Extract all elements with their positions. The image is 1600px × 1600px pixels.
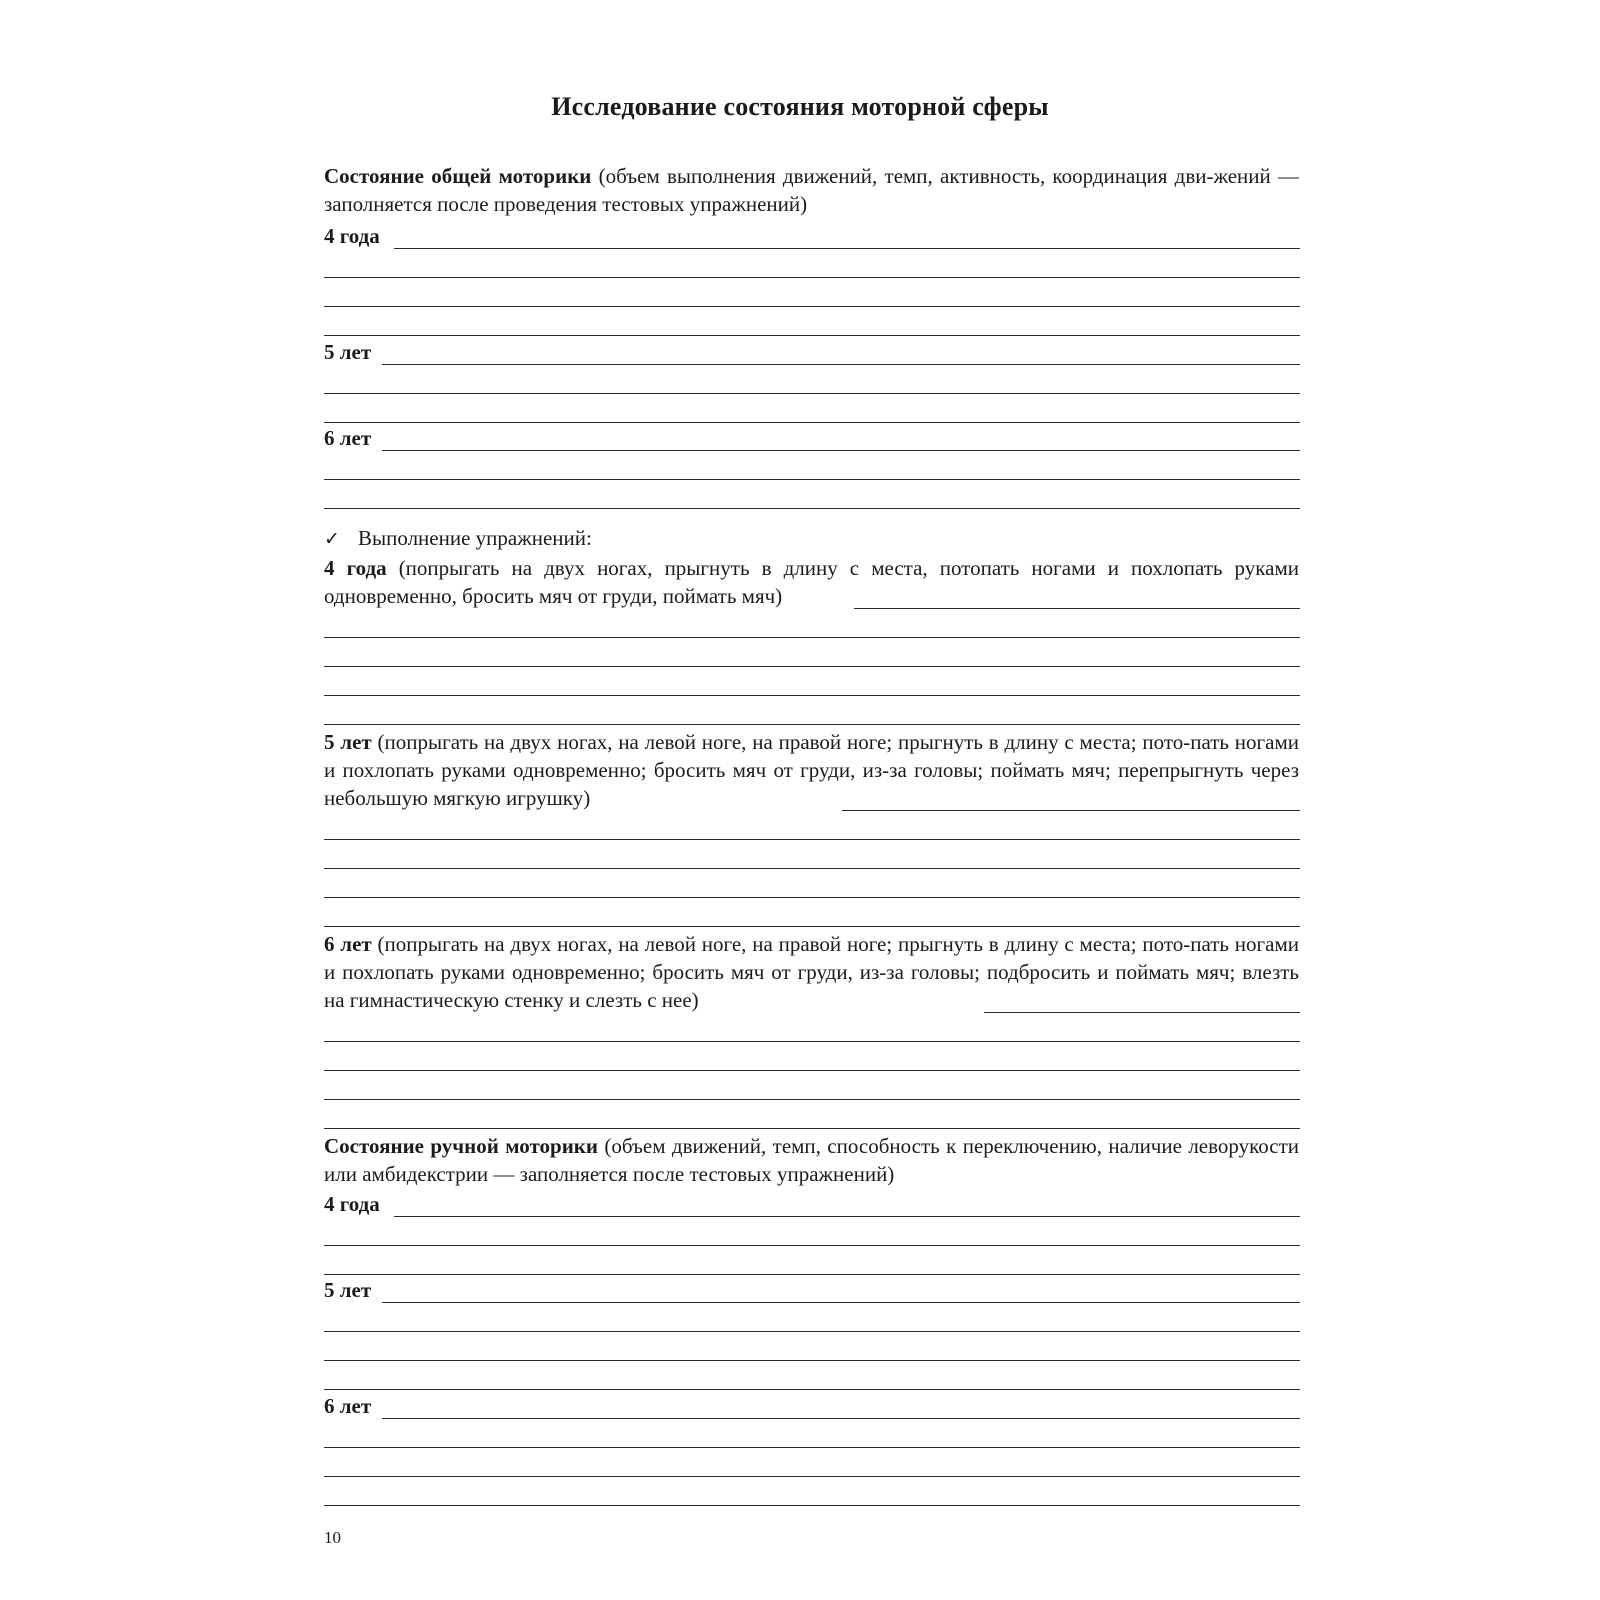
answer-line[interactable] xyxy=(394,1216,1300,1217)
answer-line[interactable] xyxy=(324,637,1300,638)
general-age6-label: 6 лет xyxy=(324,426,372,450)
exercises-age4-label: 4 года xyxy=(324,556,387,580)
manual-age5-label: 5 лет xyxy=(324,1278,372,1302)
answer-line[interactable] xyxy=(382,364,1300,365)
page-title: Исследование состояния моторной сферы xyxy=(551,92,1049,121)
answer-line[interactable] xyxy=(324,508,1300,509)
answer-line[interactable] xyxy=(324,422,1300,423)
general-motor-description: (объем выполнения движений, темп, активность, координация дви-жений — заполняется после проведения тестовых упражнений) xyxy=(324,164,1299,216)
general-motor-intro xyxy=(324,162,1299,218)
manual-motor-intro xyxy=(324,1132,1299,1188)
answer-line[interactable] xyxy=(324,306,1300,307)
exercises-age6-block xyxy=(324,930,1299,1014)
general-age5-label: 5 лет xyxy=(324,340,372,364)
answer-line[interactable] xyxy=(324,839,1300,840)
manual-motor-heading: Состояние ручной моторики xyxy=(324,1134,598,1158)
answer-line[interactable] xyxy=(324,479,1300,480)
answer-line[interactable] xyxy=(324,695,1300,696)
answer-line[interactable] xyxy=(382,450,1300,451)
answer-line[interactable] xyxy=(324,1505,1300,1506)
manual-age6-label: 6 лет xyxy=(324,1394,372,1418)
answer-line[interactable] xyxy=(324,1245,1300,1246)
check-icon: ✓ xyxy=(324,528,340,550)
manual-motor-description: (объем движений, темп, способность к переключению, наличие леворукости или амбидекстрии — заполняется после тестовых упражнений) xyxy=(324,1134,1300,1186)
exercises-age6-label: 6 лет xyxy=(324,932,372,956)
answer-line[interactable] xyxy=(324,724,1300,725)
answer-line[interactable] xyxy=(984,1012,1300,1013)
general-motor-heading: Состояние общей моторики xyxy=(324,164,592,188)
exercises-heading xyxy=(324,524,592,553)
answer-line[interactable] xyxy=(324,868,1300,869)
answer-line[interactable] xyxy=(324,1070,1300,1071)
answer-line[interactable] xyxy=(324,1447,1300,1448)
answer-line[interactable] xyxy=(382,1302,1300,1303)
exercises-heading-text: Выполнение упражнений: xyxy=(358,526,592,550)
answer-line[interactable] xyxy=(394,248,1300,249)
answer-line[interactable] xyxy=(324,1331,1300,1332)
answer-line[interactable] xyxy=(324,1389,1300,1390)
answer-line[interactable] xyxy=(842,810,1300,811)
answer-line[interactable] xyxy=(854,608,1300,609)
exercises-age5-text: (попрыгать на двух ногах, на левой ноге, на правой ноге; прыгнуть в длину с места; пото-пать ногами и похлопать руками одновременно; бросить мяч от груди, из-за головы; поймать мяч; перепрыгнуть через небольшую мягкую игрушку) xyxy=(324,730,1299,810)
exercises-age5-block xyxy=(324,728,1299,812)
answer-line[interactable] xyxy=(324,335,1300,336)
answer-line[interactable] xyxy=(382,1418,1300,1419)
exercises-age4-block xyxy=(324,554,1299,610)
answer-line[interactable] xyxy=(324,1128,1300,1129)
answer-line[interactable] xyxy=(324,666,1300,667)
answer-line[interactable] xyxy=(324,1476,1300,1477)
page-number: 10 xyxy=(324,1528,341,1547)
exercises-age6-text: (попрыгать на двух ногах, на левой ноге, на правой ноге; прыгнуть в длину с места; пото-пать ногами и похлопать руками одновременно; бросить мяч от груди, из-за головы; подбросить и поймать мяч; влезть на гимнастическую стенку и слезть с нее) xyxy=(324,932,1299,1012)
answer-line[interactable] xyxy=(324,926,1300,927)
exercises-age5-label: 5 лет xyxy=(324,730,372,754)
answer-line[interactable] xyxy=(324,393,1300,394)
answer-line[interactable] xyxy=(324,1041,1300,1042)
exercises-age4-text: (попрыгать на двух ногах, прыгнуть в длину с места, потопать ногами и похлопать руками одновременно, бросить мяч от груди, поймать мяч) xyxy=(324,556,1300,608)
answer-line[interactable] xyxy=(324,897,1300,898)
answer-line[interactable] xyxy=(324,277,1300,278)
answer-line[interactable] xyxy=(324,1274,1300,1275)
manual-age4-label: 4 года xyxy=(324,1192,380,1216)
general-age4-label: 4 года xyxy=(324,224,380,248)
answer-line[interactable] xyxy=(324,1099,1300,1100)
answer-line[interactable] xyxy=(324,1360,1300,1361)
